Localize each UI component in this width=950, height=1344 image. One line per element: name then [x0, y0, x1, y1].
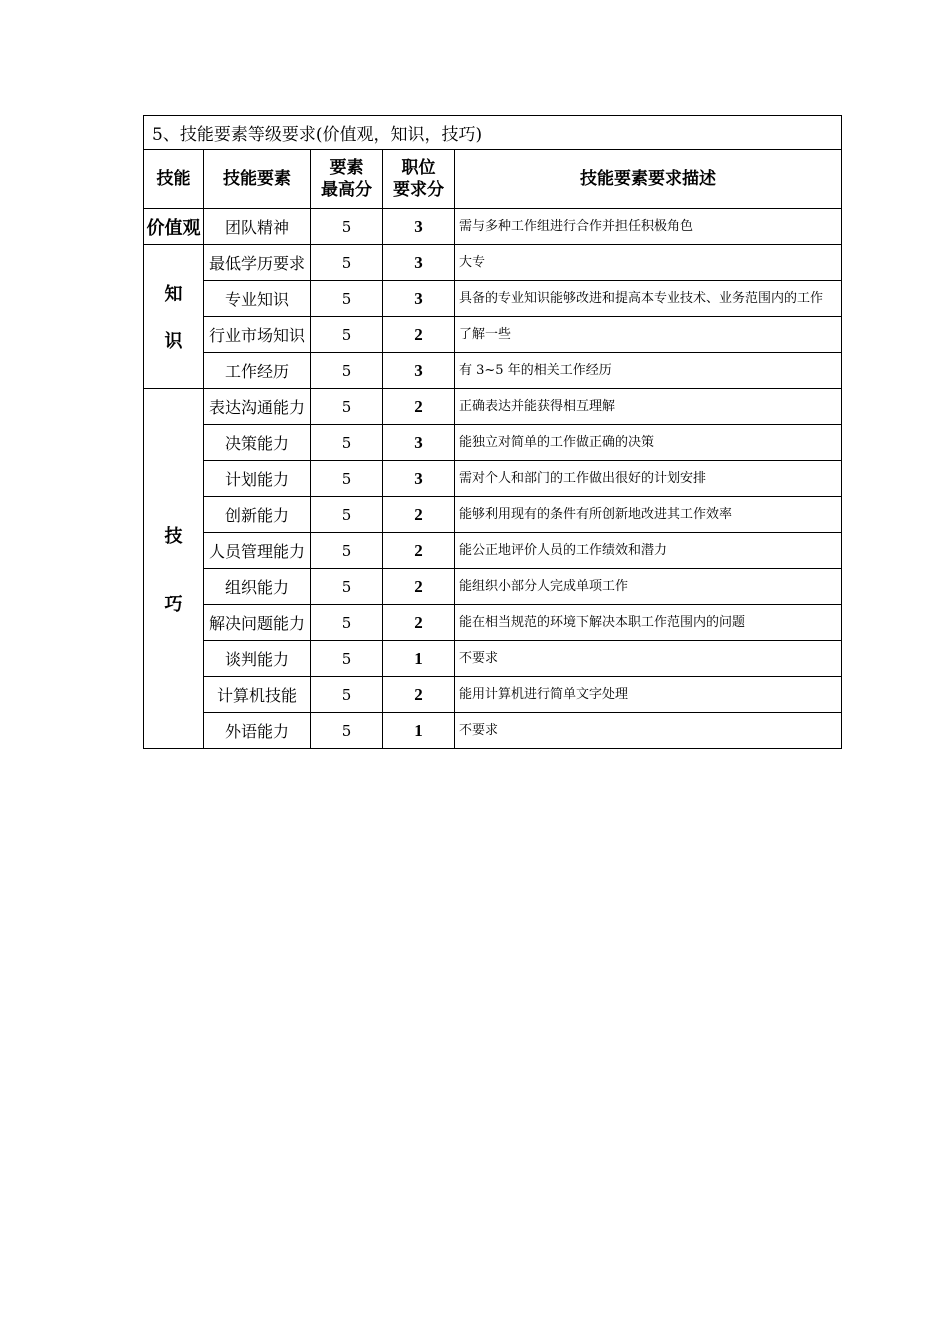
required-score-cell: 2: [383, 569, 455, 605]
required-score-cell: 2: [383, 317, 455, 353]
description-cell: 能独立对简单的工作做正确的决策: [455, 425, 842, 461]
max-score-cell: 5: [311, 209, 383, 245]
element-cell: 外语能力: [204, 713, 311, 749]
element-cell: 最低学历要求: [204, 245, 311, 281]
element-cell: 行业市场知识: [204, 317, 311, 353]
header-skill: 技能: [144, 150, 204, 209]
description-cell: 了解一些: [455, 317, 842, 353]
max-score-cell: 5: [311, 425, 383, 461]
table-row: [144, 497, 842, 533]
required-score-cell: 2: [383, 497, 455, 533]
element-cell: 谈判能力: [204, 641, 311, 677]
required-score-cell: 1: [383, 713, 455, 749]
max-score-cell: 5: [311, 641, 383, 677]
description-cell: 能够利用现有的条件有所创新地改进其工作效率: [455, 497, 842, 533]
category-skills: 技 巧: [144, 389, 204, 749]
element-cell: 组织能力: [204, 569, 311, 605]
table-row: [144, 209, 842, 245]
max-score-cell: 5: [311, 389, 383, 425]
required-score-cell: 3: [383, 281, 455, 317]
table-row: [144, 605, 842, 641]
element-cell: 人员管理能力: [204, 533, 311, 569]
max-score-cell: 5: [311, 569, 383, 605]
table-title: 5、技能要素等级要求(价值观，知识，技巧): [144, 116, 842, 150]
element-cell: 表达沟通能力: [204, 389, 311, 425]
header-max-score: 要素 最高分: [311, 150, 383, 209]
table-row: [144, 425, 842, 461]
description-cell: 具备的专业知识能够改进和提高本专业技术、业务范围内的工作: [455, 281, 842, 317]
description-cell: 正确表达并能获得相互理解: [455, 389, 842, 425]
max-score-cell: 5: [311, 317, 383, 353]
max-score-cell: 5: [311, 533, 383, 569]
description-cell: 不要求: [455, 641, 842, 677]
description-cell: 大专: [455, 245, 842, 281]
required-score-cell: 2: [383, 389, 455, 425]
description-cell: 能公正地评价人员的工作绩效和潜力: [455, 533, 842, 569]
required-score-cell: 3: [383, 353, 455, 389]
header-description: 技能要素要求描述: [455, 150, 842, 209]
max-score-cell: 5: [311, 461, 383, 497]
description-cell: 能组织小部分人完成单项工作: [455, 569, 842, 605]
table-row: [144, 641, 842, 677]
description-cell: 有 3~5 年的相关工作经历: [455, 353, 842, 389]
required-score-cell: 3: [383, 209, 455, 245]
max-score-cell: 5: [311, 605, 383, 641]
table-row: [144, 461, 842, 497]
table-row: [144, 713, 842, 749]
element-cell: 计算机技能: [204, 677, 311, 713]
required-score-cell: 2: [383, 677, 455, 713]
max-score-cell: 5: [311, 677, 383, 713]
element-cell: 专业知识: [204, 281, 311, 317]
category-knowledge: 知 识: [144, 245, 204, 389]
max-score-cell: 5: [311, 353, 383, 389]
skill-requirements-table: [143, 115, 842, 749]
element-cell: 决策能力: [204, 425, 311, 461]
table-row: [144, 389, 842, 425]
max-score-cell: 5: [311, 497, 383, 533]
description-cell: 能在相当规范的环境下解决本职工作范围内的问题: [455, 605, 842, 641]
required-score-cell: 1: [383, 641, 455, 677]
table-row: [144, 281, 842, 317]
max-score-cell: 5: [311, 281, 383, 317]
element-cell: 解决问题能力: [204, 605, 311, 641]
table-row: [144, 317, 842, 353]
description-cell: 需与多种工作组进行合作并担任积极角色: [455, 209, 842, 245]
description-cell: 不要求: [455, 713, 842, 749]
element-cell: 团队精神: [204, 209, 311, 245]
element-cell: 工作经历: [204, 353, 311, 389]
max-score-cell: 5: [311, 245, 383, 281]
required-score-cell: 3: [383, 461, 455, 497]
table-row: [144, 245, 842, 281]
table-row: [144, 677, 842, 713]
element-cell: 计划能力: [204, 461, 311, 497]
element-cell: 创新能力: [204, 497, 311, 533]
required-score-cell: 3: [383, 425, 455, 461]
required-score-cell: 2: [383, 533, 455, 569]
category-values: 价值观: [144, 209, 204, 245]
description-cell: 能用计算机进行简单文字处理: [455, 677, 842, 713]
table-row: [144, 353, 842, 389]
table-row: [144, 533, 842, 569]
max-score-cell: 5: [311, 713, 383, 749]
table-row: [144, 569, 842, 605]
required-score-cell: 3: [383, 245, 455, 281]
required-score-cell: 2: [383, 605, 455, 641]
description-cell: 需对个人和部门的工作做出很好的计划安排: [455, 461, 842, 497]
header-row: [144, 150, 842, 209]
header-element: 技能要素: [204, 150, 311, 209]
header-required-score: 职位 要求分: [383, 150, 455, 209]
